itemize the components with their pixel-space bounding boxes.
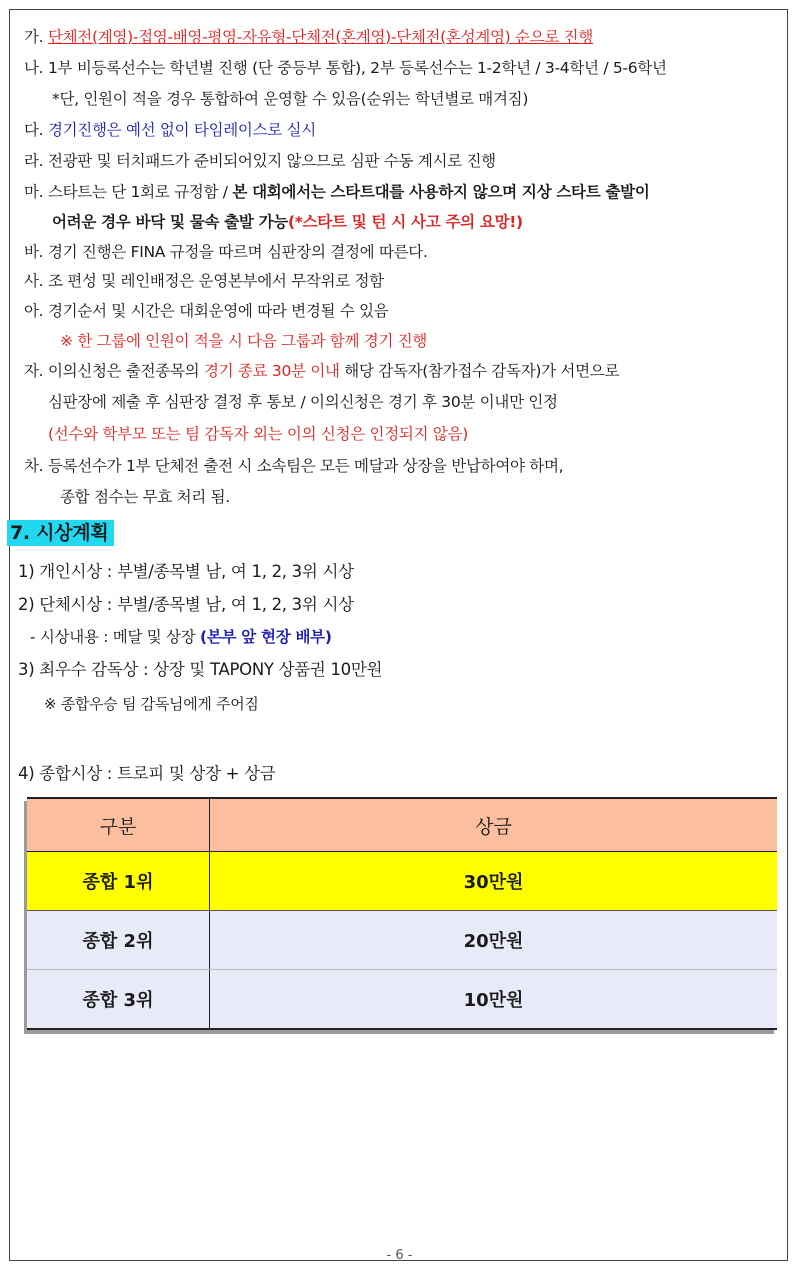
rule-ra-text: 전광판 및 터치패드가 준비되어있지 않으므로 심판 수동 계시로 진행	[47, 152, 496, 170]
rule-ja-text-a: 이의신청은 출전종목의	[47, 362, 204, 380]
rule-na-note: *단, 인원이 적을 경우 통합하여 운영할 수 있음(순위는 학년별로 매겨짐)	[52, 90, 529, 108]
rule-cha-text: 등록선수가 1부 단체전 출전 시 소속팀은 모든 메달과 상장을 반납하여야 하며,	[47, 457, 564, 475]
rule-label: 차.	[24, 457, 44, 475]
rank-cell: 종합 2위	[27, 911, 210, 970]
rule-label: 아.	[24, 302, 44, 320]
rule-label: 마.	[24, 183, 44, 201]
rule-da-text: 경기진행은 예선 없이 타임레이스로 실시	[47, 121, 316, 139]
rule-a-note: ※ 한 그룹에 인원이 적을 시 다음 그룹과 함께 경기 진행	[60, 332, 428, 350]
rule-label: 나.	[24, 59, 44, 77]
rule-label: 자.	[24, 362, 44, 380]
page-number: - 6 -	[386, 1248, 413, 1263]
rule-a	[24, 300, 388, 322]
rule-cha-line2: 종합 점수는 무효 처리 됨.	[60, 488, 230, 506]
award-item-3: 3) 최우수 감독상 : 상장 및 TAPONY 상품권 10만원	[18, 660, 383, 679]
award-item-2-sub	[30, 625, 332, 649]
rule-ma-text-d: (*스타트 및 턴 시 사고 주의 요망!)	[288, 213, 523, 231]
prize-table	[27, 797, 777, 1030]
rule-ja	[24, 360, 619, 382]
rule-ja-line3: (선수와 학부모 또는 팀 감독자 외는 이의 신청은 인정되지 않음)	[48, 425, 468, 443]
rule-da	[24, 119, 316, 141]
rule-ma-text-c: 어려운 경우 바닥 및 물속 출발 가능	[52, 213, 289, 231]
prize-table-header	[27, 798, 777, 852]
rank-cell: 종합 3위	[27, 970, 210, 1030]
rule-ra	[24, 150, 496, 172]
rule-label: 사.	[24, 272, 44, 290]
amount-cell: 10만원	[210, 970, 778, 1030]
rule-sa	[24, 270, 384, 292]
award-item-1: 1) 개인시상 : 부별/종목별 남, 여 1, 2, 3위 시상	[18, 562, 354, 581]
rule-label: 바.	[24, 243, 44, 261]
table-row	[27, 970, 777, 1030]
rule-ja-line2: 심판장에 제출 후 심판장 결정 후 통보 / 이의신청은 경기 후 30분 이내만 인정	[48, 393, 558, 411]
rule-ma-text-b: 본 대회에서는 스타트대를 사용하지 않으며 지상 스타트 출발이	[232, 183, 650, 201]
rule-sa-text: 조 편성 및 레인배정은 운영본부에서 무작위로 정함	[47, 272, 384, 290]
rule-ja-text-c: 해당 감독자(참가접수 감독자)가 서면으로	[339, 362, 620, 380]
rule-ja-text-b: 경기 종료 30분 이내	[203, 362, 340, 380]
rule-label: 가.	[24, 28, 44, 46]
award-item-3-note: ※ 종합우승 팀 감독님에게 주어짐	[44, 695, 259, 713]
award-item-2-sub-highlight: (본부 앞 현장 배부)	[200, 628, 332, 646]
rule-a-text: 경기순서 및 시간은 대회운영에 따라 변경될 수 있음	[47, 302, 389, 320]
rule-cha	[24, 455, 563, 477]
award-item-4: 4) 종합시상 : 트로피 및 상장 + 상금	[18, 764, 276, 783]
table-row	[27, 852, 777, 911]
award-item-2-sub-text: - 시상내용 : 메달 및 상장	[30, 628, 201, 646]
rule-na-text: 1부 비등록선수는 학년별 진행 (단 중등부 통합), 2부 등록선수는 1-2학년 / 3-4학년 / 5-6학년	[47, 59, 667, 77]
amount-cell: 30만원	[210, 852, 778, 911]
rule-ma-line2	[52, 211, 523, 233]
rule-ga	[24, 26, 593, 48]
rule-label: 다.	[24, 121, 44, 139]
section-title: 7. 시상계획	[7, 520, 114, 546]
table-row	[27, 911, 777, 970]
header-category: 구분	[27, 798, 210, 852]
rule-ma	[24, 181, 650, 203]
rule-label: 라.	[24, 152, 44, 170]
award-item-2: 2) 단체시상 : 부별/종목별 남, 여 1, 2, 3위 시상	[18, 595, 354, 614]
rule-ba	[24, 241, 428, 263]
rule-ma-text-a: 스타트는 단 1회로 규정함 /	[47, 183, 233, 201]
rule-ga-text: 단체전(계영)-접영-배영-평영-자유형-단체전(혼계영)-단체전(혼성계영) 순으로 진행	[47, 28, 593, 46]
header-prize: 상금	[210, 798, 778, 852]
rule-na	[24, 57, 667, 79]
rule-ba-text: 경기 진행은 FINA 규정을 따르며 심판장의 결정에 따른다.	[47, 243, 428, 261]
amount-cell: 20만원	[210, 911, 778, 970]
rank-cell: 종합 1위	[27, 852, 210, 911]
